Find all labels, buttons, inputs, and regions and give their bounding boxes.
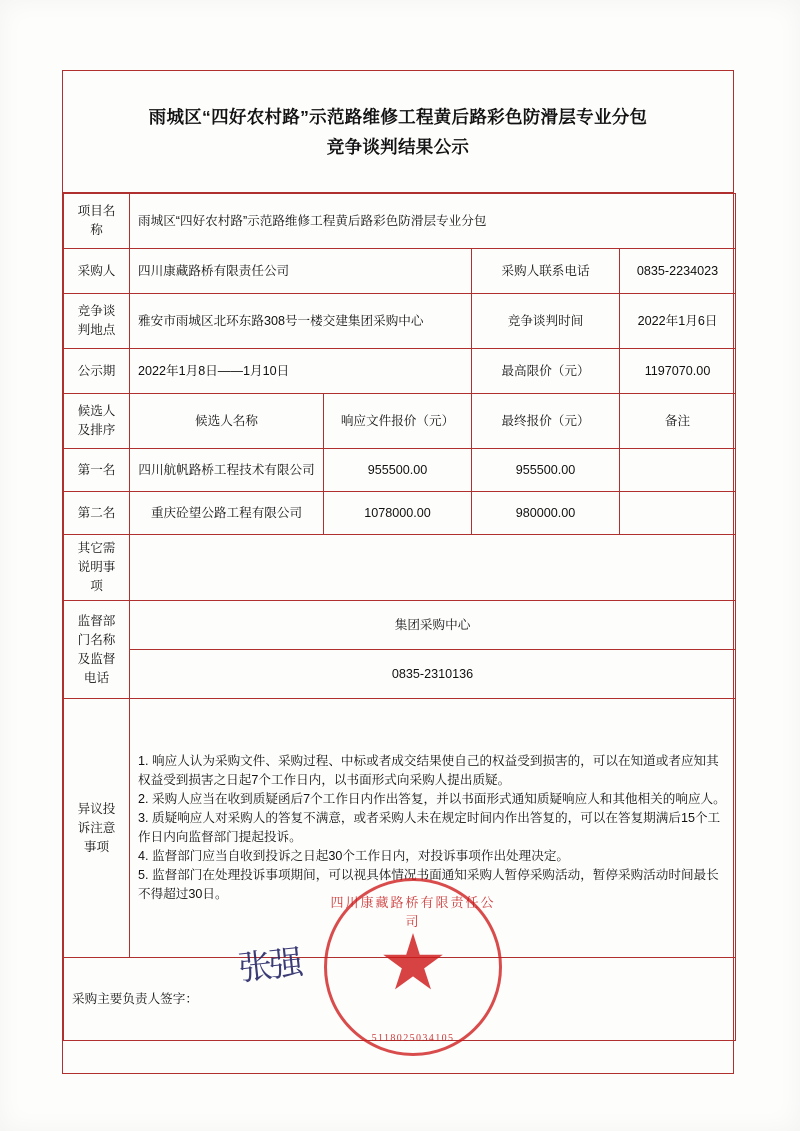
column-header-candidate-name: 候选人名称 bbox=[130, 394, 324, 449]
column-header-final-price: 最终报价（元） bbox=[472, 394, 620, 449]
purchaser-value: 四川康藏路桥有限责任公司 bbox=[130, 249, 472, 294]
title-line-2: 竞争谈判结果公示 bbox=[326, 136, 470, 157]
candidate-response-price: 955500.00 bbox=[324, 449, 472, 492]
purchaser-phone-label: 采购人联系电话 bbox=[472, 249, 620, 294]
candidate-name: 重庆砼望公路工程有限公司 bbox=[130, 492, 324, 535]
publicity-table bbox=[63, 193, 736, 1041]
objection-label: 异议投诉注意事项 bbox=[64, 699, 130, 958]
table-row bbox=[64, 194, 736, 249]
supervision-phone-value: 0835-2310136 bbox=[130, 650, 736, 699]
document-title-block bbox=[63, 71, 733, 193]
candidate-rank: 第二名 bbox=[64, 492, 130, 535]
negotiation-time-label: 竞争谈判时间 bbox=[472, 294, 620, 349]
purchaser-label: 采购人 bbox=[64, 249, 130, 294]
candidate-name: 四川航帆路桥工程技术有限公司 bbox=[130, 449, 324, 492]
objection-note-item: 4. 监督部门应当自收到投诉之日起30个工作日内，对投诉事项作出处理决定。 bbox=[138, 849, 570, 863]
table-row bbox=[64, 601, 736, 650]
table-row bbox=[64, 249, 736, 294]
document-frame bbox=[62, 70, 734, 1074]
project-name-label: 项目名称 bbox=[64, 194, 130, 249]
candidate-remark bbox=[620, 492, 736, 535]
table-row bbox=[64, 535, 736, 601]
supervision-dept-label: 监督部门名称及监督电话 bbox=[64, 601, 130, 699]
column-header-response-price: 响应文件报价（元） bbox=[324, 394, 472, 449]
table-header-row bbox=[64, 394, 736, 449]
table-row bbox=[64, 492, 736, 535]
objection-note-item: 3. 质疑响应人对采购人的答复不满意，或者采购人未在规定时间内作出答复的，可以在答复期满后15个工作日内向监督部门提起投诉。 bbox=[138, 811, 721, 844]
page-title bbox=[127, 102, 670, 162]
candidate-final-price: 980000.00 bbox=[472, 492, 620, 535]
negotiation-time-value: 2022年1月6日 bbox=[620, 294, 736, 349]
other-notes-label: 其它需说明事项 bbox=[64, 535, 130, 601]
candidates-label: 候选人及排序 bbox=[64, 394, 130, 449]
seal-top-text: 四川康藏路桥有限责任公司 bbox=[330, 895, 496, 929]
table-row bbox=[64, 449, 736, 492]
purchaser-phone-value: 0835-2234023 bbox=[620, 249, 736, 294]
seal-bottom-text: 5118025034105 bbox=[371, 1033, 455, 1044]
negotiation-place-label: 竞争谈判地点 bbox=[64, 294, 130, 349]
candidate-final-price: 955500.00 bbox=[472, 449, 620, 492]
candidate-remark bbox=[620, 449, 736, 492]
objection-notes bbox=[130, 699, 736, 958]
table-row bbox=[64, 699, 736, 958]
candidate-response-price: 1078000.00 bbox=[324, 492, 472, 535]
table-row bbox=[64, 349, 736, 394]
handwritten-signature: 张强 bbox=[236, 944, 303, 989]
supervision-dept-value: 集团采购中心 bbox=[130, 601, 736, 650]
max-price-value: 1197070.00 bbox=[620, 349, 736, 394]
max-price-label: 最高限价（元） bbox=[472, 349, 620, 394]
table-row bbox=[64, 294, 736, 349]
negotiation-place-value: 雅安市雨城区北环东路308号一楼交建集团采购中心 bbox=[130, 294, 472, 349]
publicity-period-value: 2022年1月8日——1月10日 bbox=[130, 349, 472, 394]
signature-label: 采购主要负责人签字： bbox=[64, 958, 736, 1041]
table-row bbox=[64, 650, 736, 699]
objection-note-item: 1. 响应人认为采购文件、采购过程、中标或者成交结果使自己的权益受到损害的，可以在知道或者应知其权益受到损害之日起7个工作日内，以书面形式向采购人提出质疑。 bbox=[138, 754, 719, 787]
objection-note-item: 5. 监督部门在处理投诉事项期间，可以视具体情况书面通知采购人暂停采购活动，暂停采购活动时间最长不得超过30日。 bbox=[138, 868, 719, 901]
publicity-period-label: 公示期 bbox=[64, 349, 130, 394]
project-name-value: 雨城区“四好农村路”示范路维修工程黄后路彩色防滑层专业分包 bbox=[130, 194, 736, 249]
title-line-1: 雨城区“四好农村路”示范路维修工程黄后路彩色防滑层专业分包 bbox=[148, 106, 648, 127]
signature-row bbox=[64, 958, 736, 1041]
other-notes-value bbox=[130, 535, 736, 601]
candidate-rank: 第一名 bbox=[64, 449, 130, 492]
column-header-remark: 备注 bbox=[620, 394, 736, 449]
objection-note-item: 2. 采购人应当在收到质疑函后7个工作日内作出答复，并以书面形式通知质疑响应人和其他相关的响应人。 bbox=[138, 792, 726, 806]
